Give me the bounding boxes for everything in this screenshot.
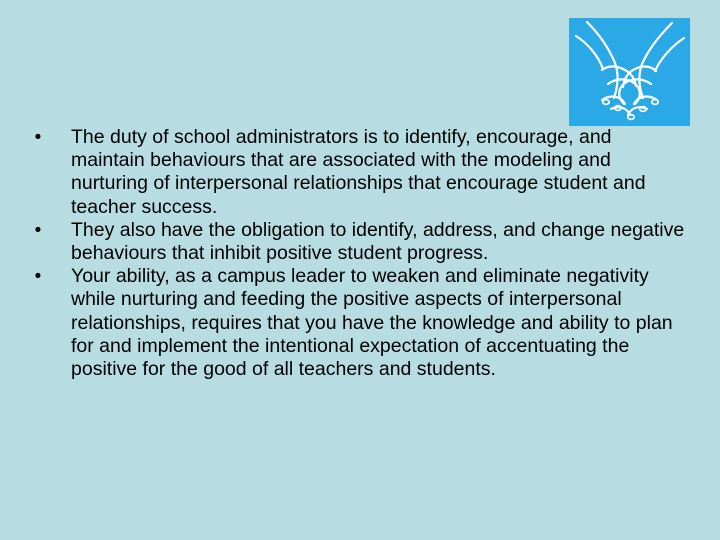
bullet-list: [28, 126, 688, 381]
bullet-marker: •: [34, 127, 42, 148]
bullet-item: [28, 265, 688, 381]
bullet-item: [28, 219, 688, 265]
bullet-text: Your ability, as a campus leader to weaken and eliminate negativity while nurturing and feeding the positive aspects of interpersonal relationships, requires that you have the knowledge and ability to plan for and implement the intentional expectation of accentuating the positive for the good of all teachers and students.: [71, 265, 673, 381]
bullet-text: The duty of school administrators is to identify, encourage, and maintain behaviours that are associated with the modeling and nurturing of interpersonal relationships that encourage student and teacher success.: [71, 126, 646, 218]
bullet-item: [28, 126, 688, 219]
bullet-text: They also have the obligation to identify, address, and change negative behaviours that inhibit positive student progress.: [71, 218, 685, 265]
bullet-marker: •: [34, 266, 42, 288]
holding-hands-icon: [569, 18, 690, 126]
bullet-marker: •: [34, 219, 42, 241]
